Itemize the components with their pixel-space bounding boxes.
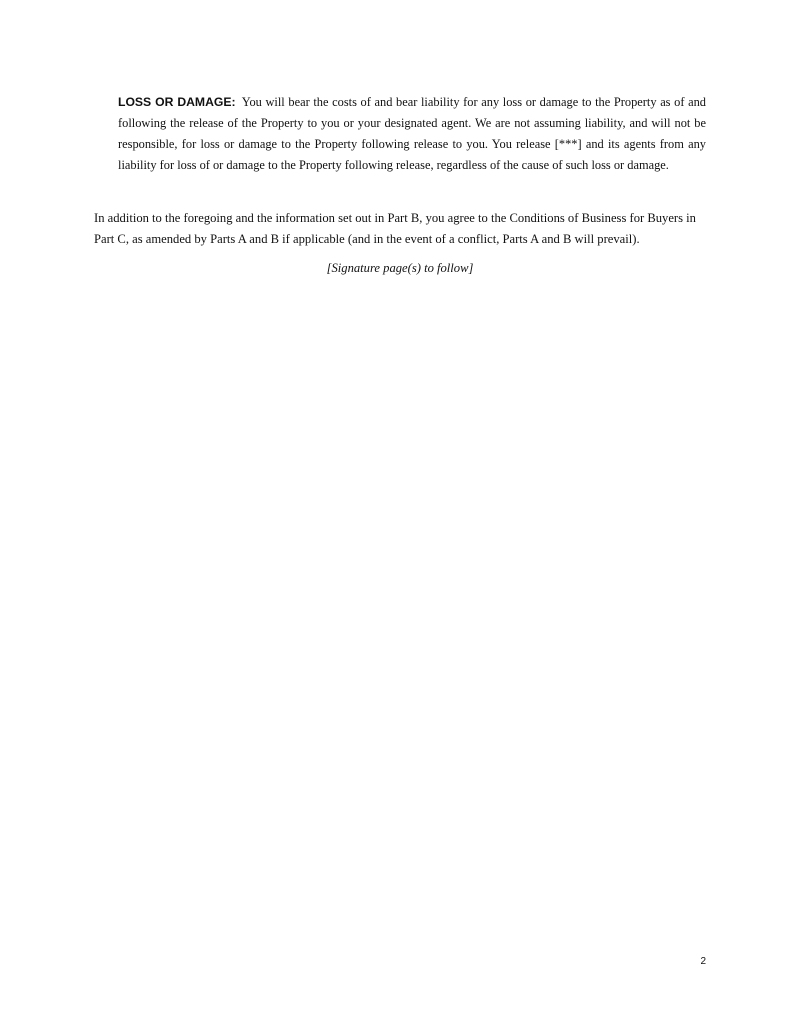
additional-terms-paragraph: In addition to the foregoing and the information set out in Part B, you agree to the Conditions of Business for Buyers in Part C, as amended by Parts A and B if applicable (and in the event of a conflict, Parts A and B will prevail).	[94, 211, 696, 246]
signature-note: [Signature page(s) to follow]	[326, 261, 474, 275]
page-number: 2	[700, 956, 706, 967]
clause-heading: LOSS OR DAMAGE:	[118, 95, 236, 109]
clause-text: You will bear the costs of and bear liability for any loss or damage to the Property as of and following the release of the Property to you or your designated agent. We are not assuming liability, and will not be responsible, for loss or damage to the Property following release to you. You release [***] and its agents from any liability for loss of or damage to the Property following release, regardless of the cause of such loss or damage.	[118, 95, 706, 172]
loss-or-damage-clause	[118, 92, 706, 176]
